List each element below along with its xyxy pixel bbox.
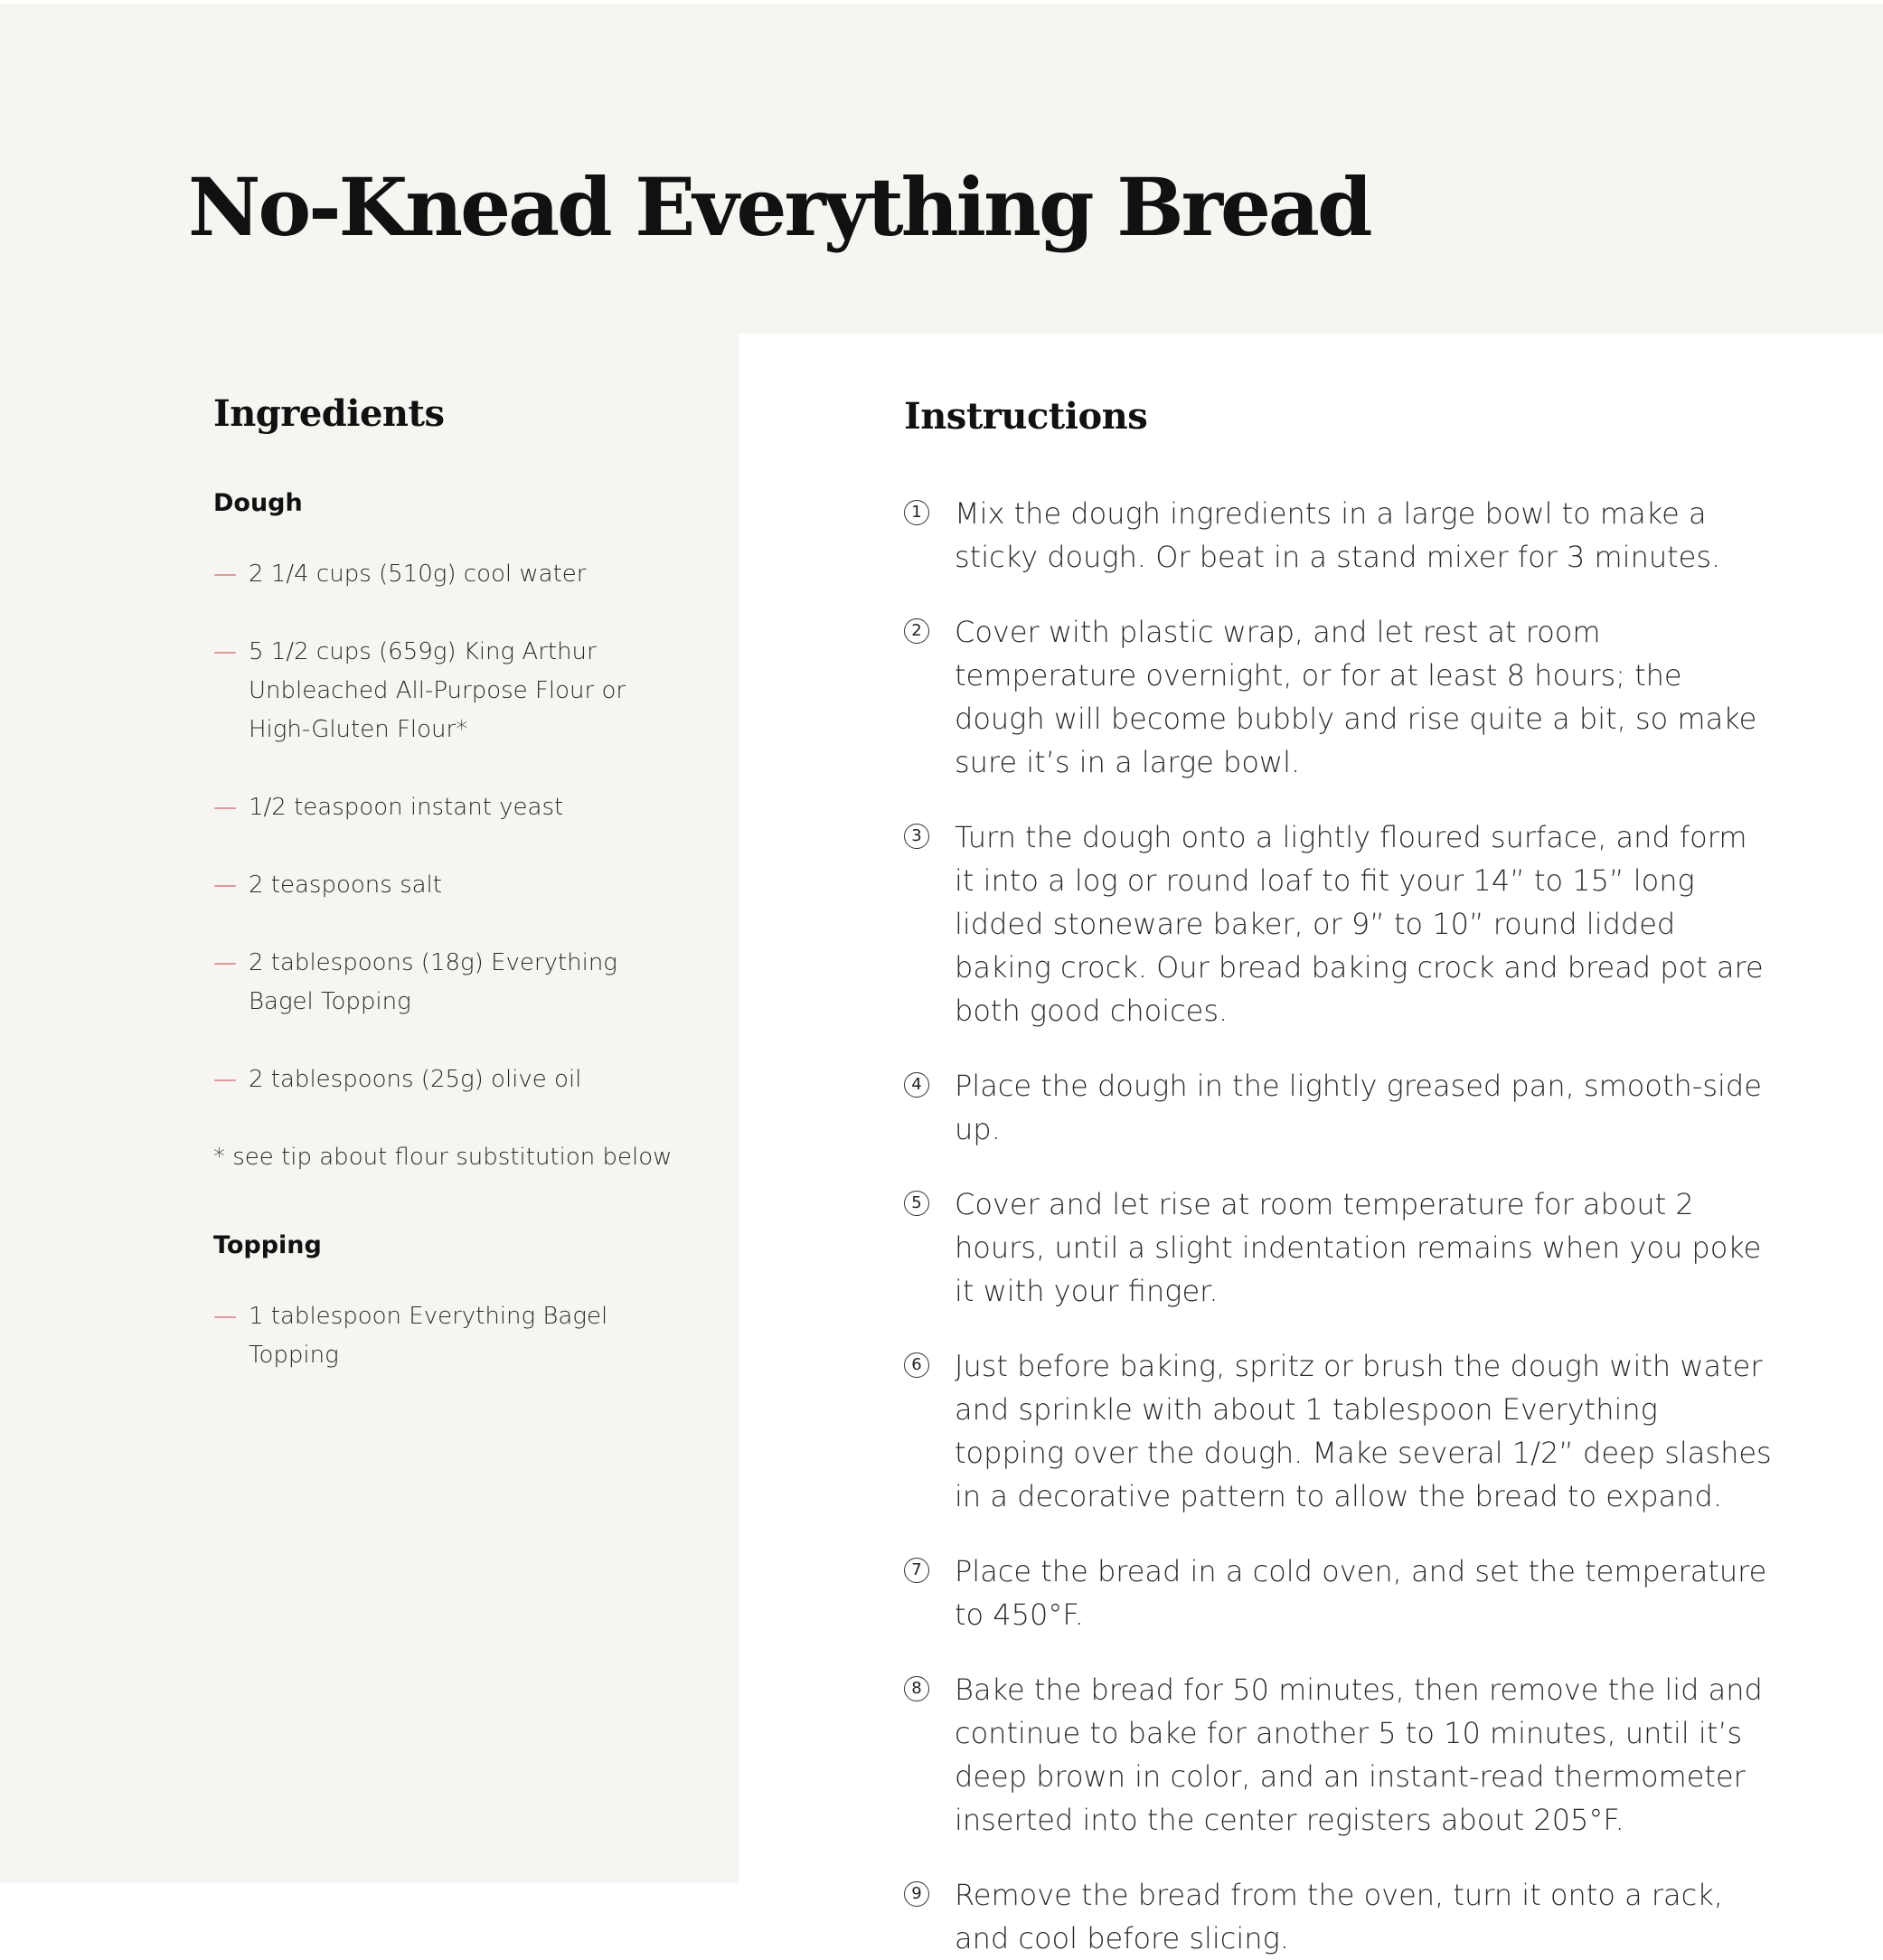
topping-subheading: Topping	[213, 1231, 322, 1259]
ingredient-item	[213, 1297, 683, 1375]
topping-ingredient-list	[213, 1297, 683, 1375]
dash-bullet: —	[213, 638, 237, 665]
step-number-badge: 1	[904, 500, 929, 525]
step-number-badge: 3	[904, 824, 929, 849]
ingredient-text: 2 teaspoons salt	[249, 872, 442, 899]
dough-ingredient-list	[213, 555, 683, 1099]
ingredient-text: 2 tablespoons (18g) Everything Bagel Topping	[249, 949, 617, 1015]
step-item	[904, 1344, 1772, 1518]
step-text: Remove the bread from the oven, turn it onto a rack, and cool before slicing.	[955, 1878, 1723, 1955]
flour-footnote: * see tip about flour substitution below	[213, 1144, 673, 1171]
ingredients-section	[213, 392, 683, 1375]
step-number-badge: 2	[904, 618, 929, 644]
step-text: Cover with plastic wrap, and let rest at room temperature overnight, or for at least 8 hours; the dough will become bubbly and rise quite a bit, so make sure it’s in a large bowl.	[955, 615, 1757, 779]
step-text: Just before baking, spritz or brush the dough with water and sprinkle with about 1 tablespoon Everything topping over the dough. Make several 1/2” deep slashes in a decorative pattern to allow the bread to expand.	[955, 1349, 1772, 1513]
step-list	[904, 492, 1772, 1960]
step-number-badge: 9	[904, 1881, 929, 1907]
dash-bullet: —	[213, 1303, 237, 1330]
ingredient-item	[213, 944, 683, 1022]
step-text: Place the dough in the lightly greased pan, smooth-side up.	[955, 1069, 1762, 1146]
ingredient-item	[213, 866, 683, 905]
step-number-badge: 4	[904, 1072, 929, 1098]
step-text: Place the bread in a cold oven, and set the temperature to 450°F.	[955, 1554, 1767, 1632]
dash-bullet: —	[213, 1066, 237, 1093]
step-item	[904, 610, 1772, 784]
step-item	[904, 1668, 1772, 1842]
dash-bullet: —	[213, 794, 237, 821]
step-text: Bake the bread for 50 minutes, then remove the lid and continue to bake for another 5 to 10 minutes, until it’s deep brown in color, and an instant-read thermometer inserted into the center registers about 205°F.	[955, 1673, 1763, 1837]
step-item	[904, 1183, 1772, 1313]
step-item	[904, 815, 1772, 1032]
step-number-badge: 7	[904, 1558, 929, 1583]
dash-bullet: —	[213, 872, 237, 899]
ingredient-text: 5 1/2 cups (659g) King Arthur Unbleached All-Purpose Flour or High-Gluten Flour*	[249, 638, 626, 743]
step-number-badge: 8	[904, 1676, 929, 1701]
dash-bullet: —	[213, 949, 237, 976]
step-item	[904, 1873, 1772, 1960]
step-number-badge: 5	[904, 1191, 929, 1216]
dash-bullet: —	[213, 561, 237, 588]
ingredient-text: 2 1/4 cups (510g) cool water	[249, 561, 587, 588]
step-text: Cover and let rise at room temperature for about 2 hours, until a slight indentation remains when you poke it with your finger.	[955, 1187, 1762, 1308]
instructions-heading: Instructions	[904, 395, 1148, 438]
ingredient-item	[213, 633, 683, 749]
ingredient-text: 1/2 teaspoon instant yeast	[249, 794, 564, 821]
dough-subheading: Dough	[213, 489, 303, 517]
ingredient-item	[213, 555, 683, 594]
ingredients-heading: Ingredients	[213, 392, 445, 435]
instructions-section	[904, 395, 1772, 1960]
ingredient-item	[213, 788, 683, 827]
ingredient-item	[213, 1060, 683, 1099]
step-text: Turn the dough onto a lightly floured surface, and form it into a log or round loaf to fit your 14” to 15” long lidded stoneware baker, or 9” to 10” round lidded baking crock. Our bread baking crock and bread pot are both good choices.	[955, 820, 1764, 1028]
step-item	[904, 1064, 1772, 1151]
step-item	[904, 1550, 1772, 1636]
ingredient-text: 2 tablespoons (25g) olive oil	[249, 1066, 582, 1093]
step-text: Mix the dough ingredients in a large bowl to make a sticky dough. Or beat in a stand mixer for 3 minutes.	[955, 496, 1721, 574]
step-number-badge: 6	[904, 1352, 929, 1378]
recipe-title: No-Knead Everything Bread	[188, 160, 1370, 254]
step-item	[904, 492, 1772, 579]
ingredient-text: 1 tablespoon Everything Bagel Topping	[249, 1303, 608, 1369]
